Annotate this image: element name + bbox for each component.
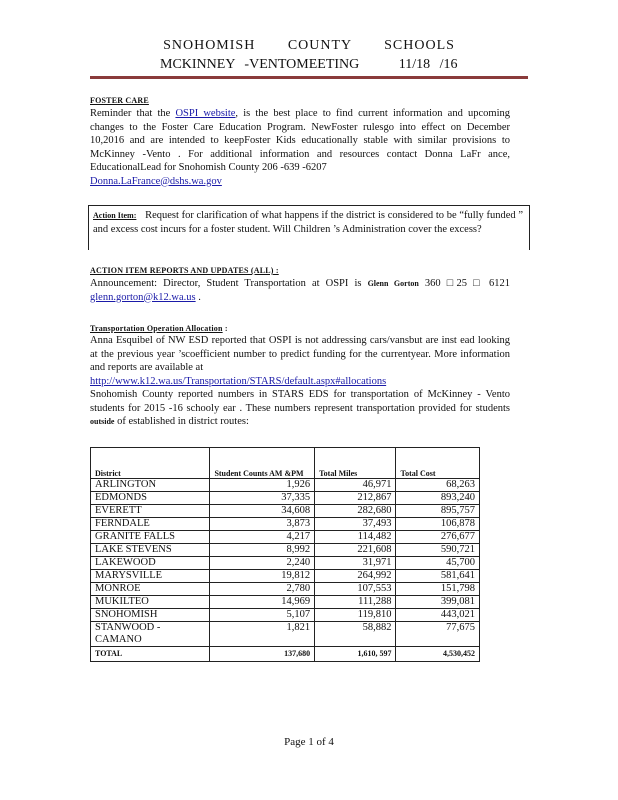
table-row: STANWOOD - CAMANO 1,821 58,882 77,675 bbox=[91, 622, 480, 647]
transportation-paragraph: Anna Esquibel of NW ESD reported that OSPI is not addressing cars/vansbut are inst ead looking at the previous year ’scoefficient number to predict funding for the currentyear. More information and reports are available at http://www.k12.wa.us/Transportation/STARS/default.aspx#allocations Snohomish County reported numbers in STARS EDS for transportation of McKinney - Vento students for 2015 -16 schooly ear . These numbers represent transportation provided for students outside of established in district routes: bbox=[90, 335, 510, 427]
header-divider bbox=[90, 76, 528, 79]
table-row: MONROE 2,780 107,553 151,798 bbox=[91, 583, 480, 596]
action-reports-paragraph: Announcement: Director, Student Transportation at OSPI is Glenn Gorton 360 □25 □ 6121 glenn.gorton@k12.wa.us . bbox=[90, 278, 511, 303]
document-title: SNOHOMISH COUNTY SCHOOLS bbox=[163, 38, 455, 53]
table-row: ARLINGTON 1,926 46,971 68,263 bbox=[91, 479, 480, 492]
table-row: MUKILTEO 14,969 111,288 399,081 bbox=[91, 596, 480, 609]
action-item-label: Action Item: bbox=[93, 211, 137, 220]
table-header-row bbox=[91, 448, 480, 479]
action-item-text: Request for clarification of what happens if the district is considered to be “fully funded ” and excess cost incurs for a foster student. Will Children ’s Administration cover the excess? bbox=[93, 210, 523, 235]
table-row: LAKE STEVENS 8,992 221,608 590,721 bbox=[91, 544, 480, 557]
stars-allocations-link[interactable]: http://www.k12.wa.us/Transportation/STARS/default.aspx#allocations bbox=[90, 375, 387, 387]
table-row: GRANITE FALLS 4,217 114,482 276,677 bbox=[91, 531, 480, 544]
foster-care-email-link[interactable]: Donna.LaFrance@dshs.wa.gov bbox=[90, 175, 222, 187]
action-item-box bbox=[88, 205, 530, 250]
foster-care-heading: FOSTER CARE bbox=[90, 96, 149, 105]
director-email-link[interactable]: glenn.gorton@k12.wa.us bbox=[90, 291, 196, 303]
meeting-title bbox=[160, 57, 458, 73]
table-row: FERNDALE 3,873 37,493 106,878 bbox=[91, 518, 480, 531]
ospi-website-link[interactable]: OSPI website bbox=[175, 108, 236, 119]
meeting-name: MCKINNEY -VENTOMEETING bbox=[160, 57, 360, 72]
page-number: Page 1 of 4 bbox=[284, 736, 334, 748]
header-district: District bbox=[91, 448, 210, 479]
table-row: MARYSVILLE 19,812 264,992 581,641 bbox=[91, 570, 480, 583]
foster-care-paragraph: Reminder that the OSPI website, is the best place to find current information and upcoming changes to the Foster Care Education Program. NewFoster rulesgo into effect on December 10,2016 and are intended to keepFoster Kids educationally stable with similar provisions to McKinney -Vento . For additional information and resources contact Donna LaFr ance, EducationalLead for Snohomish County 206 -639 -6207 Donna.LaFrance@dshs.wa.gov bbox=[90, 108, 510, 187]
action-reports-heading: ACTION ITEM REPORTS AND UPDATES (ALL) : bbox=[90, 266, 279, 275]
header-cost: Total Cost bbox=[396, 448, 480, 479]
table-row: EVERETT 34,608 282,680 895,757 bbox=[91, 505, 480, 518]
table-row: SNOHOMISH 5,107 119,810 443,021 bbox=[91, 609, 480, 622]
table-total-row: TOTAL 137,680 1,610, 597 4,530,452 bbox=[91, 647, 480, 662]
table-row: LAKEWOOD 2,240 31,971 45,700 bbox=[91, 557, 480, 570]
header-miles: Total Miles bbox=[315, 448, 396, 479]
header-students: Student Counts AM &PM bbox=[210, 448, 315, 479]
transportation-table bbox=[90, 447, 480, 662]
director-name: Glenn Gorton bbox=[367, 279, 419, 288]
meeting-date: 11/18 /16 bbox=[398, 57, 458, 72]
table-row: EDMONDS 37,335 212,867 893,240 bbox=[91, 492, 480, 505]
director-phone: 360 □25 □ 6121 bbox=[424, 278, 511, 289]
transportation-heading: Transportation Operation Allocation : bbox=[90, 324, 228, 333]
